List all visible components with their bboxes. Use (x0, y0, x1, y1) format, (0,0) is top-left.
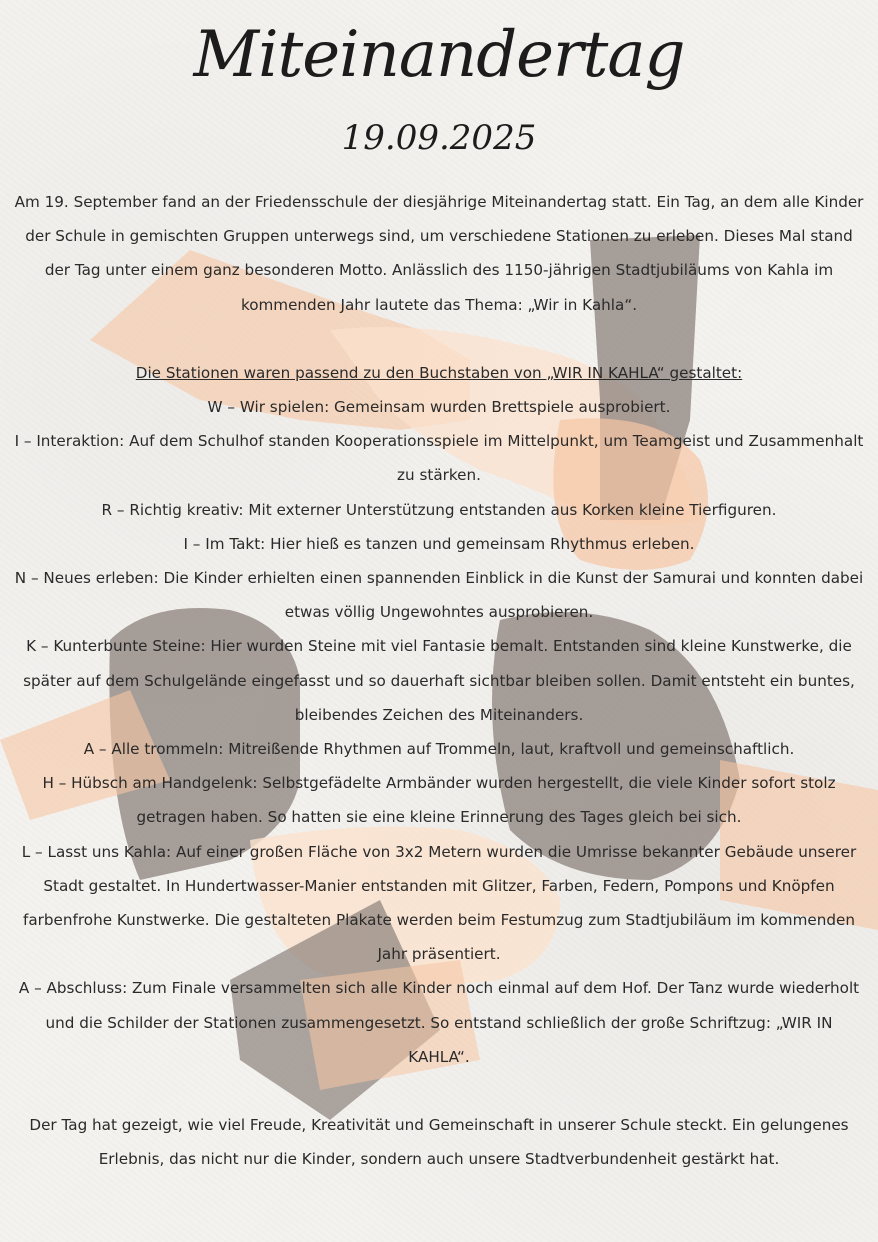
stations-heading: Die Stationen waren passend zu den Buchstaben von „WIR IN KAHLA“ gestaltet: (135, 363, 743, 382)
station-h: H – Hübsch am Handgelenk: Selbstgefädelte Armbänder wurden hergestellt, die viele Kinder sofort stolz getragen haben. So hatten sie eine kleine Erinnerung des Tages gleich bei sich. (42, 774, 836, 827)
station-k: K – Kunterbunte Steine: Hier wurden Steine mit viel Fantasie bemalt. Entstanden sind kleine Kunstwerke, die später auf dem Schulgelände eingefasst und so dauerhaft sichtbar bleiben sollen. Damit entsteht ein buntes, bleibendes Zeichen des Miteinanders. (23, 637, 855, 724)
station-a-trommeln: A – Alle trommeln: Mitreißende Rhythmen auf Trommeln, laut, kraftvoll und gemeinschaftlich. (83, 740, 795, 759)
station-n: N – Neues erleben: Die Kinder erhielten einen spannenden Einblick in die Kunst der Samurai und konnten dabei etwas völlig Ungewohntes ausprobieren. (14, 569, 864, 622)
station-w: W – Wir spielen: Gemeinsam wurden Brettspiele ausprobiert. (207, 398, 671, 417)
station-l: L – Lasst uns Kahla: Auf einer großen Fläche von 3x2 Metern wurden die Umrisse bekannter Gebäude unserer Stadt gestaltet. In Hundertwasser-Manier entstanden mit Glitzer, Farben, Federn, Pompons und Knöpfen farbenfrohe Kunstwerke. Die gestalteten Plakate werden beim Festumzug zum Stadtjubiläum im kommenden Jahr präsentiert. (21, 842, 857, 964)
page-title: Miteinandertag (193, 18, 685, 92)
spacer (14, 322, 864, 356)
event-date: 19.09.2025 (341, 118, 537, 158)
station-i-takt: I – Im Takt: Hier hieß es tanzen und gemeinsam Rhythmus erleben. (183, 534, 695, 553)
closing-paragraph: Der Tag hat gezeigt, wie viel Freude, Kreativität und Gemeinschaft in unserer Schule steckt. Ein gelungenes Erlebnis, das nicht nur die Kinder, sondern auch unsere Stadtverbundenheit gestärkt hat. (29, 1116, 849, 1169)
article-body (14, 185, 864, 1176)
intro-paragraph: Am 19. September fand an der Friedensschule der diesjährige Miteinandertag statt. Ein Tag, an dem alle Kinder der Schule in gemischten Gruppen unterwegs sind, um verschiedene Stationen zu erleben. Dieses Mal stand der Tag unter einem ganz besonderen Motto. Anlässlich des 1150-jährigen Stadtjubiläums von Kahla im kommenden Jahr lautete das Thema: „Wir in Kahla“. (14, 193, 864, 314)
spacer (14, 1074, 864, 1108)
station-a-abschluss: A – Abschluss: Zum Finale versammelten sich alle Kinder noch einmal auf dem Hof. Der Tanz wurde wiederholt und die Schilder der Stationen zusammengesetzt. So entstand schließlich der große Schriftzug: „WIR IN KAHLA“. (18, 979, 860, 1066)
station-i-interaktion: I – Interaktion: Auf dem Schulhof standen Kooperationsspiele im Mittelpunkt, um Teamgeist und Zusammenhalt zu stärken. (14, 432, 864, 485)
station-r: R – Richtig kreativ: Mit externer Unterstützung entstanden aus Korken kleine Tierfiguren. (101, 500, 777, 519)
